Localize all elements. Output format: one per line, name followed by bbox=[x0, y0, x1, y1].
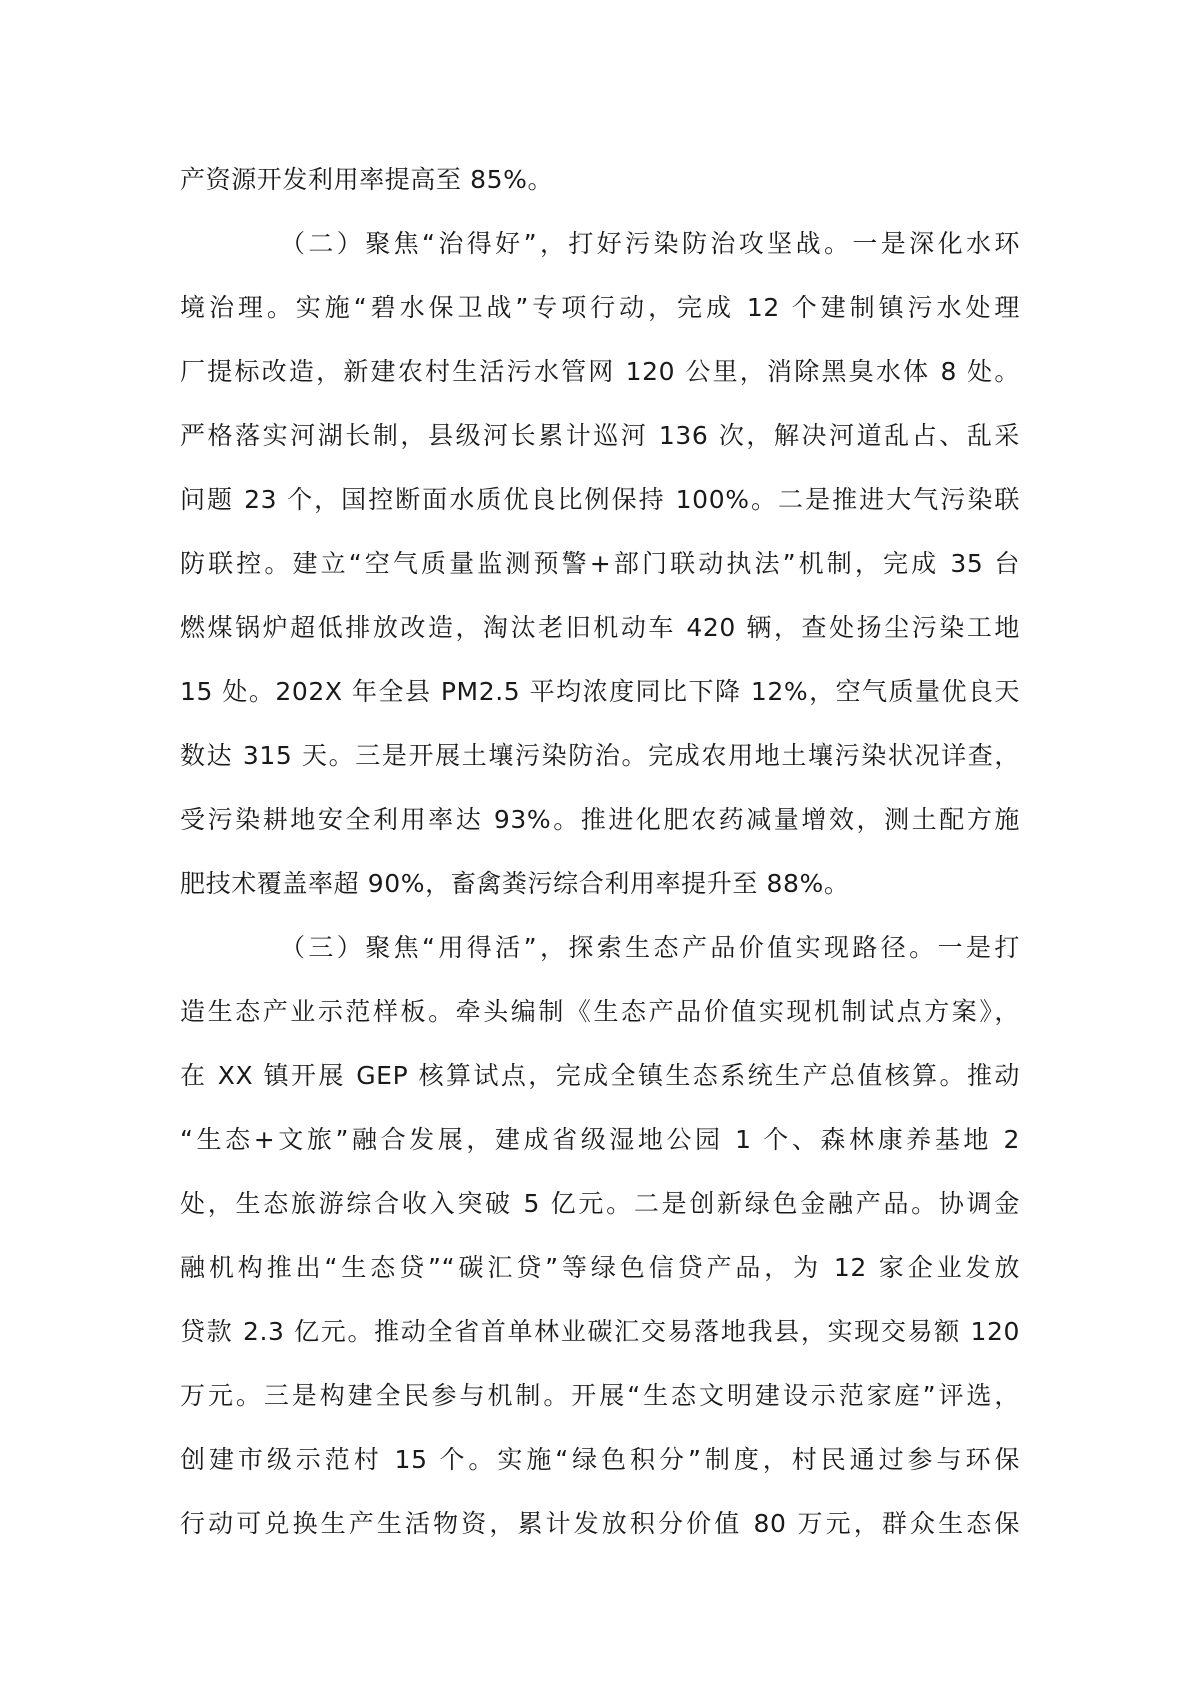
text-line: 在 XX 镇开展 GEP 核算试点，完成全镇生态系统生产总值核算。推动 bbox=[180, 1061, 1020, 1090]
text-line: （二）聚焦“治得好”，打好污染防治攻坚战。一是深化水环 bbox=[280, 229, 1020, 258]
text-line: 15 处。202X 年全县 PM2.5 平均浓度同比下降 12%，空气质量优良天 bbox=[180, 677, 1020, 706]
paragraph-pollution-control bbox=[180, 212, 1020, 916]
text-line: 创建市级示范村 15 个。实施“绿色积分”制度，村民通过参与环保 bbox=[180, 1445, 1020, 1474]
text-line: 造生态产业示范样板。牵头编制《生态产品价值实现机制试点方案》， bbox=[180, 997, 1020, 1026]
text-line: 厂提标改造，新建农村生活污水管网 120 公里，消除黑臭水体 8 处。 bbox=[180, 357, 1020, 386]
text-line: 燃煤锅炉超低排放改造，淘汰老旧机动车 420 辆，查处扬尘污染工地 bbox=[180, 613, 1020, 642]
text-line: 问题 23 个，国控断面水质优良比例保持 100%。二是推进大气污染联 bbox=[180, 485, 1020, 514]
text-line: 产资源开发利用率提高至 85%。 bbox=[180, 165, 554, 194]
document-body bbox=[180, 148, 1020, 1556]
text-line: 受污染耕地安全利用率达 93%。推进化肥农药减量增效，测土配方施 bbox=[180, 805, 1020, 834]
text-line: “生态+文旅”融合发展，建成省级湿地公园 1 个、森林康养基地 2 bbox=[180, 1125, 1020, 1154]
text-line: 肥技术覆盖率超 90%，畜禽粪污综合利用率提升至 88%。 bbox=[180, 869, 850, 898]
text-line: 融机构推出“生态贷”“碳汇贷”等绿色信贷产品，为 12 家企业发放 bbox=[180, 1253, 1020, 1282]
text-line: 数达 315 天。三是开展土壤污染防治。完成农用地土壤污染状况详查， bbox=[180, 741, 1020, 770]
text-line: （三）聚焦“用得活”，探索生态产品价值实现路径。一是打 bbox=[280, 933, 1020, 962]
paragraph-eco-value bbox=[180, 916, 1020, 1556]
text-line: 防联控。建立“空气质量监测预警+部门联动执法”机制，完成 35 台 bbox=[180, 549, 1020, 578]
text-line: 严格落实河湖长制，县级河长累计巡河 136 次，解决河道乱占、乱采 bbox=[180, 421, 1020, 450]
text-line: 境治理。实施“碧水保卫战”专项行动，完成 12 个建制镇污水处理 bbox=[180, 293, 1020, 322]
text-line: 万元。三是构建全民参与机制。开展“生态文明建设示范家庭”评选， bbox=[180, 1381, 1020, 1410]
paragraph-continuation bbox=[180, 148, 1020, 212]
text-line: 行动可兑换生产生活物资，累计发放积分价值 80 万元，群众生态保 bbox=[180, 1509, 1020, 1538]
text-line: 贷款 2.3 亿元。推动全省首单林业碳汇交易落地我县，实现交易额 120 bbox=[180, 1317, 1020, 1346]
text-line: 处，生态旅游综合收入突破 5 亿元。二是创新绿色金融产品。协调金 bbox=[180, 1189, 1020, 1218]
